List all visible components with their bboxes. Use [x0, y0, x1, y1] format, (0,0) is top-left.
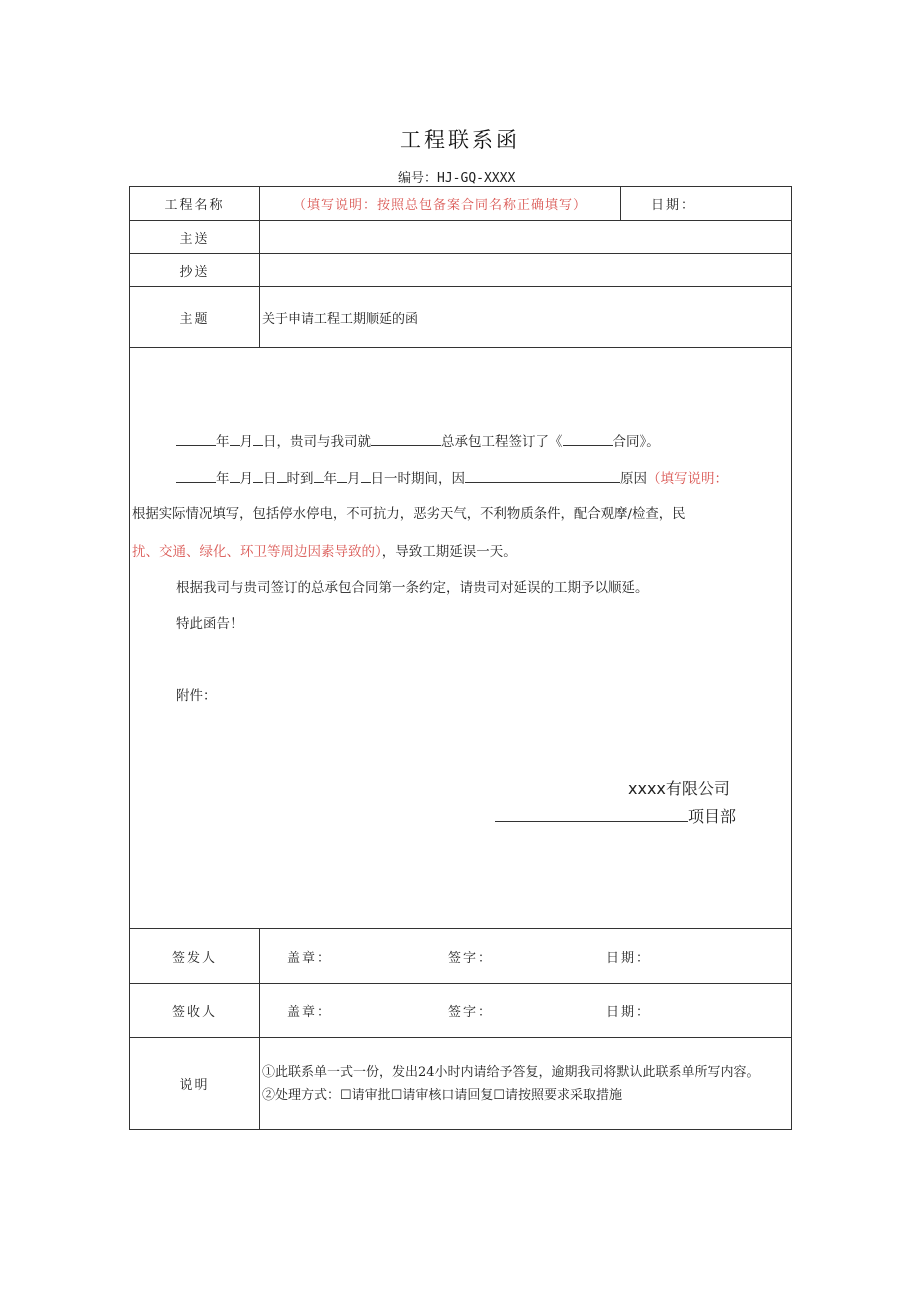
- notes-row: [130, 1038, 792, 1130]
- issuer-sign-field[interactable]: 签字：: [448, 950, 494, 966]
- blank-project[interactable]: [371, 431, 441, 446]
- date-field[interactable]: 日期：: [621, 187, 792, 221]
- blank-contract-name[interactable]: [563, 431, 613, 446]
- document-number-label: 编号：: [398, 171, 438, 186]
- paragraph-request: 根据我司与贵司签订的总承包合同第一条约定，请贵司对延误的工期予以顺延。: [176, 580, 649, 596]
- to-label: 主送: [130, 221, 260, 254]
- notes-label: 说明: [130, 1038, 260, 1130]
- text-delay: ，导致工期延误一天。: [381, 544, 517, 560]
- document-number-value: HJ-GQ-XXXX: [437, 171, 516, 186]
- text-end-month: 月: [347, 471, 361, 487]
- reason-hint-end: 扰、交通、绿化、环卫等周边因素导致的）: [132, 544, 382, 560]
- to-row: [130, 221, 792, 254]
- receiver-seal-field[interactable]: 盖章：: [287, 1005, 333, 1020]
- option-review-reply: 请审核口请回复: [402, 1087, 494, 1103]
- project-name-label: 工程名称: [130, 187, 260, 221]
- text-reason: 原因: [620, 471, 647, 487]
- cc-row: [130, 254, 792, 287]
- project-name-row: [130, 187, 792, 221]
- text-month: 月: [239, 434, 253, 450]
- company-name: xxxx有限公司: [628, 779, 730, 798]
- blank-start-hour[interactable]: [277, 468, 287, 483]
- notes-line-2: [262, 1084, 785, 1107]
- subject-field[interactable]: 关于申请工程工期顺延的函: [260, 287, 792, 348]
- checkbox-measures[interactable]: ☐: [493, 1087, 506, 1103]
- checkbox-review[interactable]: ☐: [390, 1087, 403, 1103]
- issuer-fields: [260, 929, 792, 984]
- processing-method-label: ②处理方式：: [262, 1087, 341, 1103]
- subject-label: 主题: [130, 287, 260, 348]
- text-year: 年: [216, 434, 230, 450]
- department-line: [495, 804, 736, 827]
- reason-hint-line: 根据实际情况填写，包括停水停电，不可抗力，恶劣天气，不利物质条件，配合观摩/检查，民: [132, 507, 686, 522]
- receiver-fields: [260, 984, 792, 1038]
- blank-start-month[interactable]: [230, 468, 240, 483]
- blank-reason[interactable]: [465, 468, 620, 483]
- liaison-form-table: [129, 186, 792, 1130]
- text-end-day-clause: 日一时期间，因: [370, 471, 465, 487]
- blank-year[interactable]: [176, 431, 216, 446]
- issuer-row: [130, 929, 792, 984]
- paragraph-closing: 特此函告！: [176, 616, 244, 632]
- blank-start-year[interactable]: [176, 468, 216, 483]
- receiver-row: [130, 984, 792, 1038]
- text-end-year: 年: [323, 471, 337, 487]
- document-title: 工程联系函: [400, 128, 520, 152]
- checkbox-approve[interactable]: ☐: [340, 1087, 352, 1103]
- option-approve: 请审批: [351, 1087, 391, 1103]
- reason-hint-start: （填写说明：: [647, 471, 728, 487]
- text-to: 时到: [286, 471, 314, 487]
- paragraph-period: [176, 467, 728, 487]
- blank-start-day[interactable]: [253, 468, 263, 483]
- text-start-month: 月: [239, 471, 253, 487]
- receiver-sign-field[interactable]: 签字：: [448, 1005, 494, 1020]
- document-number: [398, 167, 515, 186]
- text-start-day: 日: [263, 471, 277, 487]
- text-start-year: 年: [216, 471, 230, 487]
- issuer-label: 签发人: [130, 929, 260, 984]
- cc-label: 抄送: [130, 254, 260, 287]
- department-name: 项目部: [688, 807, 737, 826]
- text-contract-end: 合同》。: [612, 434, 660, 450]
- paragraph-contract: [176, 430, 660, 450]
- paragraph-delay: [132, 540, 517, 560]
- cc-field[interactable]: [260, 254, 792, 287]
- issuer-date-field[interactable]: 日期：: [606, 950, 652, 966]
- text-day-clause: 日，贵司与我司就: [263, 434, 371, 450]
- blank-department[interactable]: [495, 805, 688, 822]
- notes-content: [260, 1038, 792, 1130]
- project-name-field[interactable]: （填写说明：按照总包备案合同名称正确填写）: [260, 187, 621, 221]
- notes-line-1: ①此联系单一式一份，发出24小时内请给予答复，逾期我司将默认此联系单所写内容。: [262, 1064, 760, 1080]
- issuer-seal-field[interactable]: 盖章：: [287, 950, 333, 966]
- attachment-label: 附件：: [176, 688, 217, 704]
- blank-end-month[interactable]: [337, 468, 347, 483]
- subject-row: [130, 287, 792, 348]
- to-field[interactable]: [260, 221, 792, 254]
- letter-body: [130, 348, 792, 929]
- letter-body-row: [130, 348, 792, 929]
- text-contract-clause: 总承包工程签订了《: [441, 434, 563, 450]
- option-take-measures: 请按照要求采取措施: [505, 1087, 623, 1103]
- blank-month[interactable]: [230, 431, 240, 446]
- blank-day[interactable]: [253, 431, 263, 446]
- receiver-date-field[interactable]: 日期：: [606, 1005, 652, 1020]
- blank-end-year[interactable]: [314, 468, 324, 483]
- receiver-label: 签收人: [130, 984, 260, 1038]
- blank-end-day[interactable]: [361, 468, 371, 483]
